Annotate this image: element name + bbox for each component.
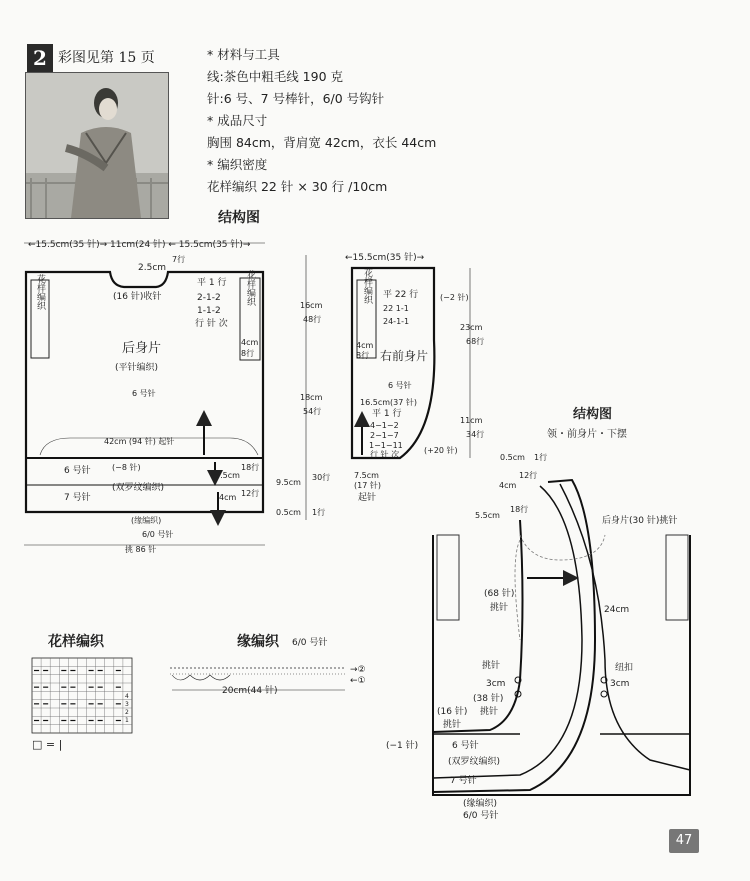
- back-piece-name: 后身片: [122, 341, 162, 356]
- asm-l-05: 0.5cm: [500, 453, 525, 462]
- swatch-legend: □ = |: [32, 738, 63, 751]
- assembly-subtitle: 领・前身片・下摆: [547, 429, 627, 440]
- front-width-mid: 16.5cm(37 针): [360, 398, 417, 407]
- back-rib-12: 12行: [241, 489, 260, 498]
- front-inc-2: 2−1−7: [370, 431, 399, 440]
- asm-pick-68: (68 针): [484, 589, 515, 599]
- front-h-34: 34行: [466, 430, 485, 439]
- asm-minus-1: (−1 针): [386, 741, 419, 751]
- edging-chart: [170, 633, 366, 696]
- materials-heading: * 材料与工具: [207, 47, 280, 62]
- asm-len-24: 24cm: [604, 605, 630, 615]
- back-piece: [24, 238, 330, 554]
- edging-marker-1: ←①: [350, 676, 366, 686]
- front-bottom-sts: (17 针): [354, 481, 381, 490]
- front-h-11: 11cm: [460, 416, 483, 425]
- back-rib-stitch: (双罗纹编织): [112, 483, 165, 493]
- front-dec-1: 22 1-1: [383, 304, 409, 313]
- back-pattern-right: 花样编织: [245, 270, 255, 306]
- back-rib-55: 5.5cm: [215, 471, 240, 480]
- swatch-row-1: 1: [125, 717, 129, 724]
- size-text: 胸围 84cm，背肩宽 42cm，衣长 44cm: [207, 135, 437, 150]
- front-h-68: 68行: [466, 337, 485, 346]
- back-h-05: 0.5cm: [276, 508, 301, 517]
- asm-l-12: 12行: [519, 471, 538, 480]
- asm-pick-16: (16 针): [437, 707, 468, 717]
- back-cast-on: 42cm (94 针) 起针: [104, 437, 175, 446]
- back-stitch: (平针编织): [115, 363, 159, 373]
- back-rib-18: 18行: [241, 463, 260, 472]
- back-edge-hook: 6/0 号针: [142, 530, 174, 539]
- back-h-16: 16cm: [300, 301, 323, 310]
- pattern-number: 2: [27, 44, 53, 72]
- edging-width: 20cm(44 针): [222, 686, 278, 696]
- asm-edge-hook: 6/0 号针: [463, 811, 499, 821]
- color-page-reference: 彩图见第 15 页: [58, 50, 155, 66]
- front-side-8rows: 8行: [356, 351, 370, 360]
- back-dec-1: 2-1-2: [197, 293, 221, 303]
- front-dec-minus: (−2 针): [440, 293, 469, 302]
- back-dec-3: 行 针 次: [195, 319, 228, 329]
- front-inc-4: 行 针 次: [370, 450, 400, 459]
- asm-back-pick: 后身片(30 针)挑针: [602, 516, 678, 526]
- gauge-text: 花样编织 22 针 × 30 行 /10cm: [207, 179, 388, 194]
- asm-edge: (缘编织): [463, 799, 498, 809]
- page-number: 47: [669, 829, 699, 853]
- swatch-title: 花样编织: [48, 634, 104, 650]
- back-needle-6: 6 号针: [132, 389, 156, 398]
- back-dec-2: 1-1-2: [197, 306, 221, 316]
- front-side-4cm: 4cm: [356, 341, 374, 350]
- back-neck-rows: 7行: [172, 255, 186, 264]
- asm-l-18: 18行: [510, 505, 529, 514]
- structure-title: 结构图: [218, 210, 260, 226]
- asm-rib: (双罗纹编织): [448, 757, 501, 767]
- front-h-23: 23cm: [460, 323, 483, 332]
- asm-button: 纽扣: [615, 663, 634, 673]
- back-bottom-width: 挑 86 针: [125, 545, 157, 554]
- front-dec-2: 24-1-1: [383, 317, 410, 326]
- back-h-95: 9.5cm: [276, 478, 301, 487]
- pattern-swatch: [32, 633, 132, 751]
- asm-btn-3cm-l: 3cm: [486, 679, 506, 689]
- asm-pick-b: 挑针: [480, 707, 499, 717]
- back-pattern-left: 花样编织: [35, 274, 45, 310]
- front-piece-name: 右前身片: [380, 349, 429, 363]
- front-needle-6: 6 号针: [388, 381, 412, 390]
- back-h-30: 30行: [312, 473, 331, 482]
- front-cast-on: 起针: [358, 493, 377, 503]
- back-edge: (缘编织): [131, 516, 162, 525]
- back-neck-bindoff: (16 针)收针: [113, 292, 162, 302]
- front-inc-head: 平 1 行: [372, 409, 402, 419]
- front-inc-1: 4−1−2: [370, 421, 399, 430]
- back-rib-dec: (−8 针): [112, 463, 141, 472]
- swatch-row-2: 2: [125, 709, 129, 716]
- back-dec-head: 平 1 行: [197, 278, 227, 288]
- asm-needle-7: 7 号针: [450, 776, 477, 786]
- back-rib-needle-7: 7 号针: [64, 493, 91, 503]
- back-top-widths: ←15.5cm(35 针)→ 11cm(24 针) ← 15.5cm(35 针)→: [28, 240, 251, 250]
- assembly-diagram: [386, 406, 690, 821]
- asm-l-1: 1行: [534, 453, 548, 462]
- front-inc-3: 1−1−11: [369, 441, 403, 450]
- asm-pick-38: (38 针): [473, 694, 504, 704]
- back-h-54: 54行: [303, 407, 322, 416]
- back-rib-4: 4cm: [219, 493, 237, 502]
- back-h-18: 18cm: [300, 393, 323, 402]
- front-inc-plus: (+20 针): [424, 446, 458, 455]
- size-heading: * 成品尺寸: [207, 113, 268, 128]
- yarn-text: 线:茶色中粗毛线 190 克: [207, 69, 344, 84]
- front-bottom-width: 7.5cm: [354, 471, 379, 480]
- asm-pick-label: 挑针: [490, 603, 509, 613]
- back-side-8rows: 8行: [241, 349, 255, 358]
- needles-text: 针:6 号、7 号棒针，6/0 号钩针: [207, 91, 385, 106]
- right-front-piece: [345, 251, 484, 503]
- asm-btn-3cm-r: 3cm: [610, 679, 630, 689]
- back-h-1: 1行: [312, 508, 326, 517]
- edging-marker-2: →②: [350, 665, 366, 675]
- back-rib-needle-6: 6 号针: [64, 466, 91, 476]
- edging-hook: 6/0 号针: [292, 638, 328, 648]
- back-neck-depth: 2.5cm: [138, 263, 167, 273]
- asm-l-4: 4cm: [499, 481, 517, 490]
- back-side-4cm: 4cm: [241, 338, 259, 347]
- asm-pick-a: 挑针: [482, 661, 501, 671]
- front-pattern: 花样编织: [362, 268, 372, 304]
- swatch-row-3: 3: [125, 701, 129, 708]
- asm-needle-6: 6 号针: [452, 741, 479, 751]
- asm-pick-c: 挑针: [443, 720, 462, 730]
- asm-l-55: 5.5cm: [475, 511, 500, 520]
- edging-title: 缘编织: [237, 634, 279, 650]
- back-h-48: 48行: [303, 315, 322, 324]
- front-top-width: ←15.5cm(35 针)→: [345, 253, 425, 263]
- gauge-heading: * 编织密度: [207, 157, 268, 172]
- swatch-row-4: 4: [125, 693, 129, 700]
- assembly-title: 结构图: [573, 407, 613, 422]
- front-dec-head: 平 22 行: [383, 290, 419, 300]
